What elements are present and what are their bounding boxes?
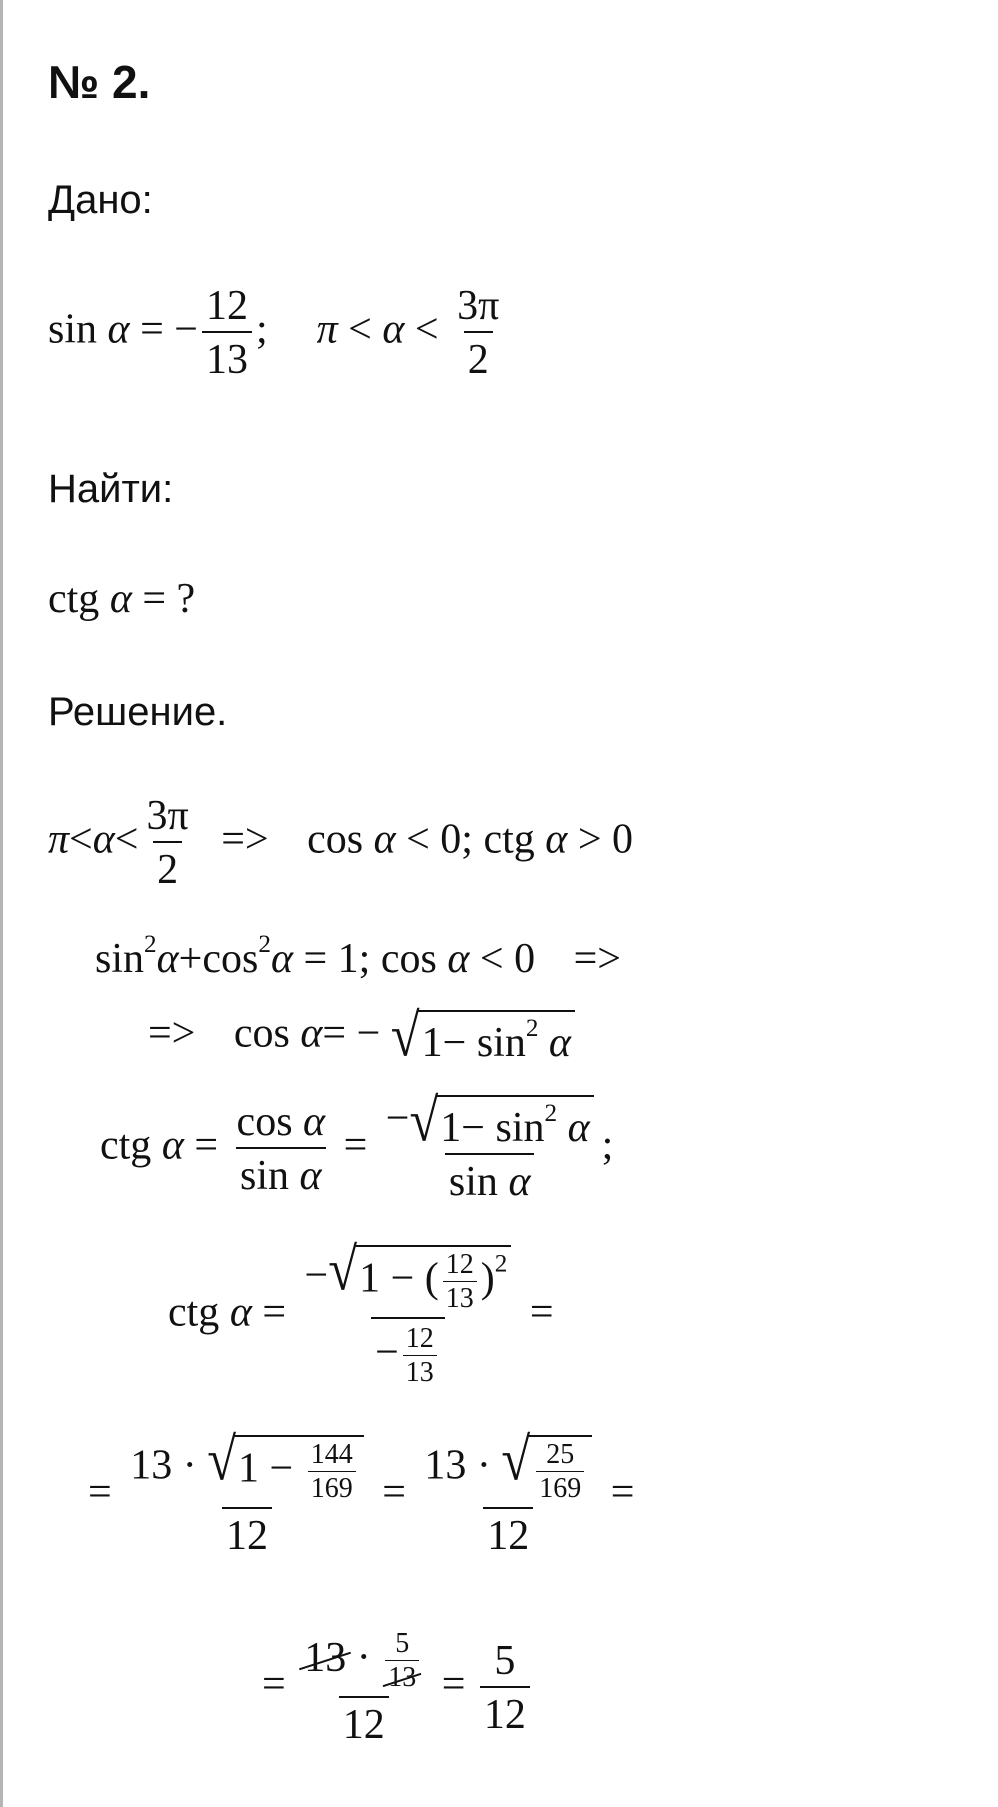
solution-label: Решение. — [48, 690, 228, 734]
answer-fraction: $\frac{5}{12}$ — [480, 1640, 530, 1736]
fraction-3pi-2: $\frac{3\pi}{2}$ — [457, 283, 500, 383]
ctg-substitution: ctg α = − √ 1 − ( $\frac{12}{13}$ )$^2$ − $\frac{12}{13}$ = — [168, 1236, 554, 1388]
left-border — [0, 0, 3, 1807]
given-label: Дано: — [48, 178, 153, 222]
fraction-substituted: − √ 1 − ( $\frac{12}{13}$ )$^2$ − $\frac{12}{13}$ — [301, 1245, 516, 1387]
sqrt-1-sin2: √ $1- \sin^2 \alpha$ — [391, 1010, 575, 1064]
simplification-step: = 13 · √ 1 − $\frac{144}{169}$ 12 = 13 · √ $\frac{25}{169}$ 12 = — [88, 1426, 635, 1559]
fraction-3pi-2: $\frac{3\pi}{2}$ — [146, 793, 189, 893]
quadrant-conclusion: π<α< $\frac{3\pi}{2}$ => cos α < 0; ctg α > 0 — [48, 793, 634, 893]
pythagorean-identity: $\sin^2\alpha+\cos^2\alpha = 1$; cos α < 0 => — [95, 931, 621, 983]
given-equation: sin α = − $\frac{12}{13}$ ; π < α < $\frac{3\pi}{2}$ — [48, 285, 507, 381]
fraction-sqrt-over-sin: − √ $1- \sin^2 \alpha$ sin α — [382, 1095, 598, 1203]
ctg-formula: ctg α = $\frac{\text{cos α}}{\text{sin α}}$ = − √ $1- \sin^2 \alpha$ sin α ; — [100, 1087, 614, 1206]
fraction-cos-sin: $\frac{\text{cos α}}{\text{sin α}}$ — [236, 1099, 326, 1200]
fraction-13-sqrt-144: 13 · √ 1 − $\frac{144}{169}$ 12 — [126, 1435, 368, 1557]
final-result: = 13 · $\frac{5}{13}$ 12 = $\frac{5}{12}$ — [262, 1630, 534, 1746]
fraction-13-sqrt-25: 13 · √ $\frac{25}{169}$ 12 — [420, 1435, 596, 1557]
find-label: Найти: — [48, 467, 174, 511]
fraction-cancelled: 13 · $\frac{5}{13}$ 12 — [300, 1630, 427, 1746]
fraction-12-13: $\frac{12}{13}$ — [202, 285, 252, 381]
find-expression: ctg α = ? — [48, 576, 196, 622]
cos-expression: => cos α= − √ $1- \sin^2 \alpha$ — [148, 1010, 575, 1064]
problem-title: № 2. — [48, 56, 151, 108]
